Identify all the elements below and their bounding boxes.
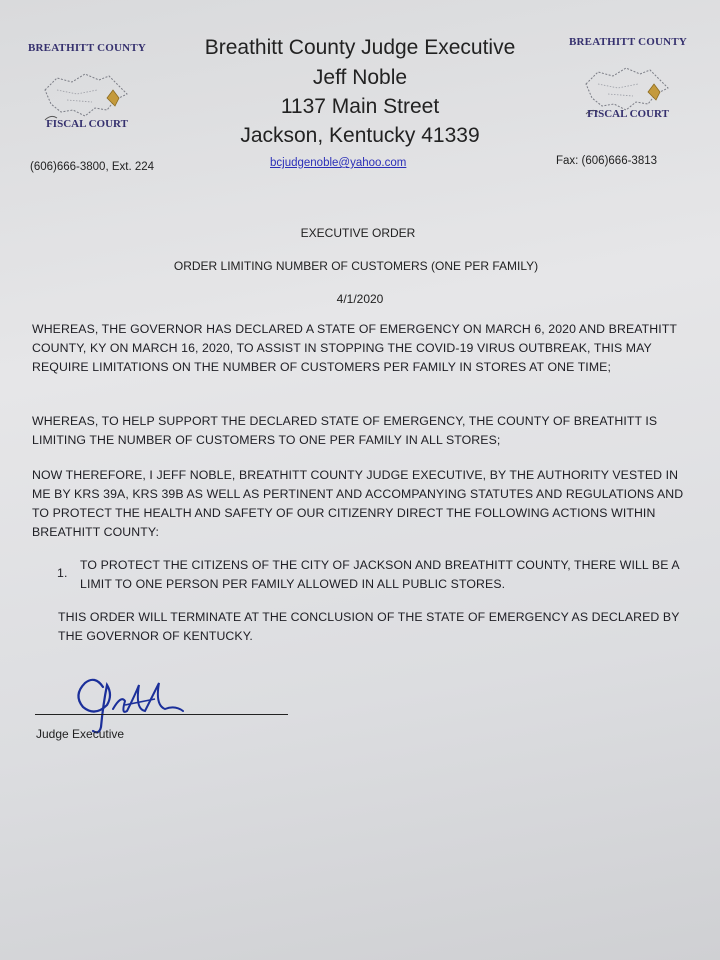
list-item-text: TO PROTECT THE CITIZENS OF THE CITY OF JACKSON AND BREATHITT COUNTY, THERE WILL BE A LIMIT TO ONE PERSON PER FAMILY ALLOWED IN ALL PUBLIC STORES.: [80, 558, 679, 591]
seal-left-top-text: BREATHITT COUNTY: [27, 42, 146, 54]
official-name: Jeff Noble: [312, 66, 408, 89]
signature-label: Judge Executive: [36, 727, 125, 741]
list-item-number: 1.: [57, 566, 68, 580]
order-subject: ORDER LIMITING NUMBER OF CUSTOMERS (ONE PER FAMILY): [173, 259, 539, 273]
email-link[interactable]: bcjudgenoble@yahoo.com: [270, 157, 407, 169]
phone-number: (606)666-3800, Ext. 224: [30, 161, 155, 173]
termination-paragraph: THIS ORDER WILL TERMINATE AT THE CONCLUSION OF THE STATE OF EMERGENCY AS DECLARED BY THE GOVERNOR OF KENTUCKY.: [58, 610, 680, 643]
street-address: 1137 Main Street: [280, 95, 440, 118]
fax-number: Fax: (606)666-3813: [556, 155, 658, 167]
whereas-paragraph-1: WHEREAS, THE GOVERNOR HAS DECLARED A STATE OF EMERGENCY ON MARCH 6, 2020 AND BREATHITT COUNTY, KY ON MARCH 16, 2020, TO ASSIST IN STOPPING THE COVID-19 VIRUS OUTBREAK, THIS MAY REQUIRE LIMITATIONS ON THE NUMBER OF CUSTOMERS PER FAMILY IN STORES AT ONE TIME;: [32, 322, 677, 374]
order-date: 4/1/2020: [336, 292, 384, 306]
county-seal-left: [22, 42, 152, 152]
whereas-paragraph-2: WHEREAS, TO HELP SUPPORT THE DECLARED STATE OF EMERGENCY, THE COUNTY OF BREATHITT IS LIMITING THE NUMBER OF CUSTOMERS TO ONE PER FAMILY IN ALL STORES;: [32, 414, 658, 447]
seal-left-bottom-text: FISCAL COURT: [46, 118, 128, 130]
order-heading: EXECUTIVE ORDER: [300, 226, 416, 240]
city-address: Jackson, Kentucky 41339: [240, 124, 480, 147]
seal-right-top-text: BREATHITT COUNTY: [568, 36, 687, 48]
seal-right-bottom-text: FISCAL COURT: [587, 108, 669, 120]
county-seal-right: [563, 36, 693, 146]
office-title: Breathitt County Judge Executive: [204, 36, 516, 59]
handwritten-signature: [55, 665, 195, 735]
signature-line: [35, 714, 288, 715]
now-therefore-paragraph: NOW THEREFORE, I JEFF NOBLE, BREATHITT COUNTY JUDGE EXECUTIVE, BY THE AUTHORITY VESTED IN ME BY KRS 39A, KRS 39B AS WELL AS PERTINENT AND ACCOMPANYING STATUTES AND REGULATIONS AND TO PROTECT THE HEALTH AND SAFETY OF OUR CITIZENRY DIRECT THE FOLLOWING ACTIONS WITHIN BREATHITT COUNTY:: [32, 468, 684, 539]
